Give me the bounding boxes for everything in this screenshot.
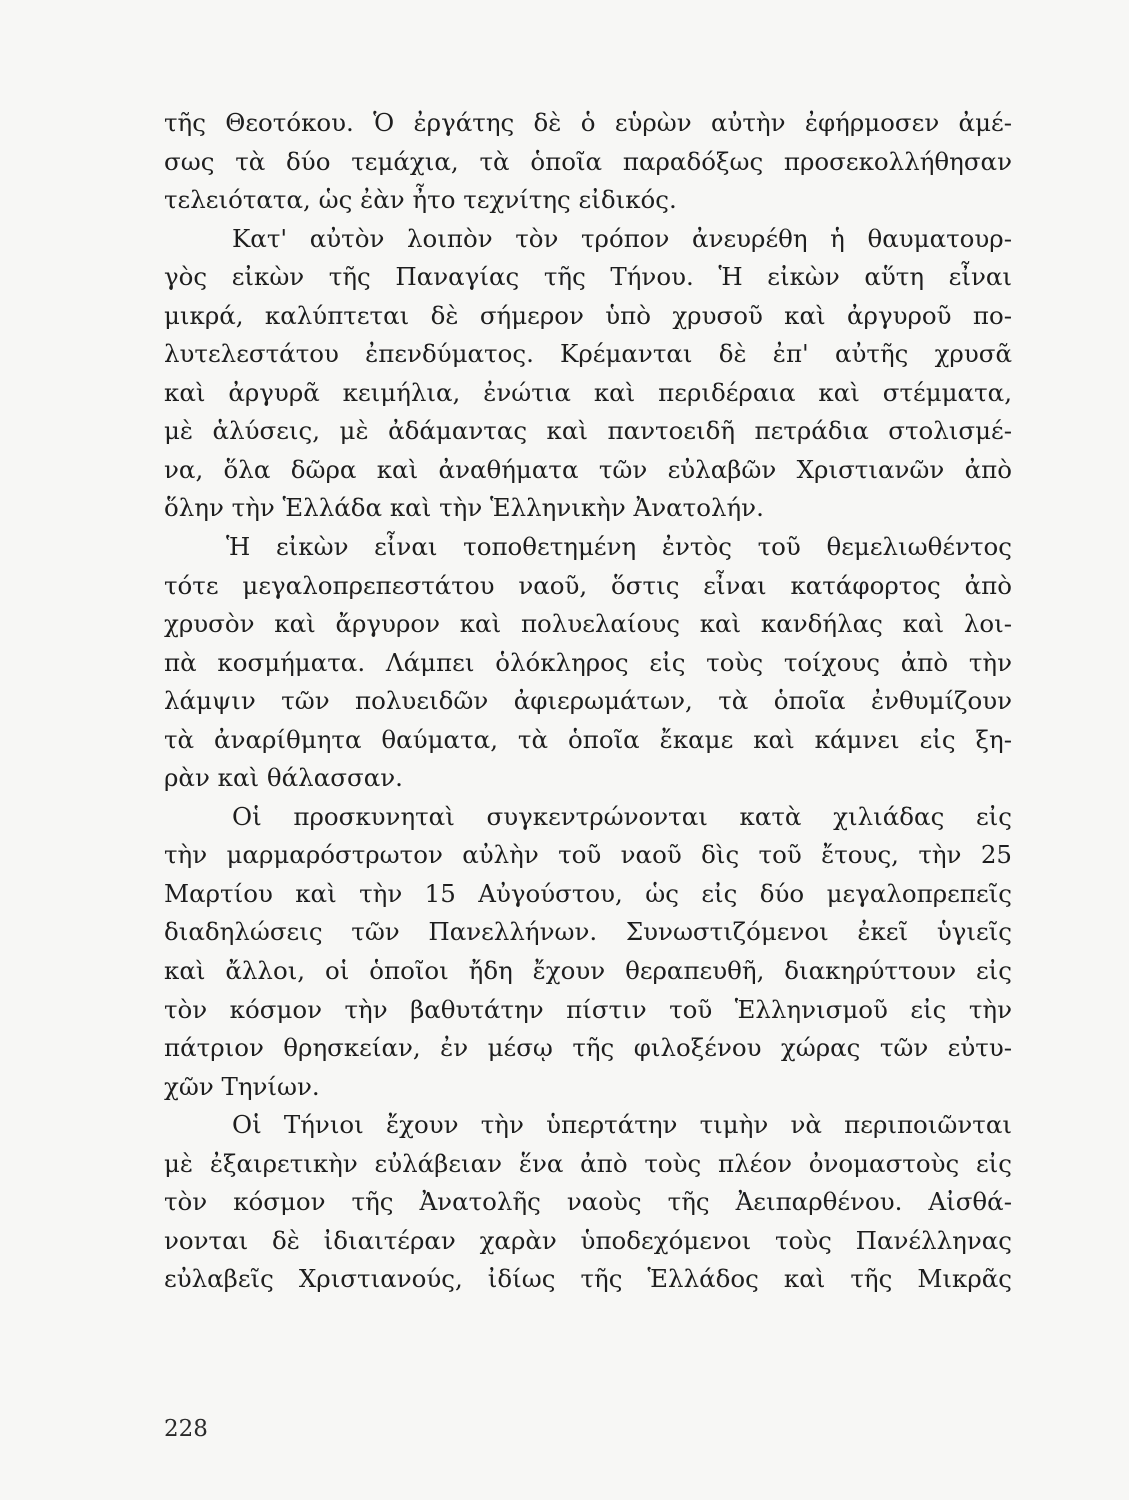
text-line-8: καὶ ἀργυρᾶ κειμήλια, ἐνώτια καὶ περιδέραια καὶ στέμματα,	[164, 377, 1012, 407]
text-line-28: μὲ ἐξαιρετικὴν εὐλάβειαν ἕνα ἀπὸ τοὺς πλέον ὀνομαστοὺς εἰς	[164, 1148, 1012, 1178]
text-line-16: λάμψιν τῶν πολυειδῶν ἀφιερωμάτων, τὰ ὁποῖα ἐνθυμίζουν	[164, 686, 1012, 716]
text-line-21: Μαρτίου καὶ τὴν 15 Αὐγούστου, ὡς εἰς δύο μεγαλοπρεπεῖς	[164, 878, 1012, 908]
text-line-9: μὲ ἁλύσεις, μὲ ἀδάμαντας καὶ παντοειδῆ πετράδια στολισμέ-	[164, 416, 1012, 446]
text-line-27: Οἱ Τήνιοι ἔχουν τὴν ὑπερτάτην τιμὴν νὰ περιποιῶνται	[232, 1110, 1012, 1140]
text-line-18: ρὰν καὶ θάλασσαν.	[164, 763, 403, 793]
text-line-31: εὐλαβεῖς Χριστιανούς, ἰδίως τῆς Ἑλλάδος καὶ τῆς Μικρᾶς	[164, 1264, 1012, 1294]
page-number: 228	[164, 1416, 208, 1442]
text-line-19: Οἱ προσκυνηταὶ συγκεντρώνονται κατὰ χιλιάδας εἰς	[232, 801, 1012, 831]
text-line-29: τὸν κόσμον τῆς Ἀνατολῆς ναοὺς τῆς Ἀειπαρθένου. Αἰσθά-	[164, 1187, 1012, 1217]
text-line-11: ὅλην τὴν Ἑλλάδα καὶ τὴν Ἑλληνικὴν Ἀνατολήν.	[164, 493, 764, 523]
text-line-14: χρυσὸν καὶ ἄργυρον καὶ πολυελαίους καὶ κανδήλας καὶ λοι-	[164, 609, 1012, 639]
text-line-22: διαδηλώσεις τῶν Πανελλήνων. Συνωστιζόμενοι ἐκεῖ ὑγιεῖς	[164, 917, 1012, 947]
text-line-5: γὸς εἰκὼν τῆς Παναγίας τῆς Τήνου. Ἡ εἰκὼν αὕτη εἶναι	[164, 262, 1012, 292]
text-line-7: λυτελεστάτου ἐπενδύματος. Κρέμανται δὲ ἐπ' αὐτῆς χρυσᾶ	[164, 339, 1012, 369]
text-line-10: να, ὅλα δῶρα καὶ ἀναθήματα τῶν εὐλαβῶν Χριστιανῶν ἀπὸ	[164, 454, 1012, 484]
text-line-12: Ἡ εἰκὼν εἶναι τοποθετημένη ἐντὸς τοῦ θεμελιωθέντος	[226, 532, 1012, 562]
text-line-15: πὰ κοσμήματα. Λάμπει ὁλόκληρος εἰς τοὺς τοίχους ἀπὸ τὴν	[164, 647, 1012, 677]
text-line-3: τελειότατα, ὡς ἐὰν ἦτο τεχνίτης εἰδικός.	[164, 185, 677, 215]
text-line-2: σως τὰ δύο τεμάχια, τὰ ὁποῖα παραδόξως προσεκολλήθησαν	[164, 146, 1012, 176]
body-text	[164, 104, 1012, 1299]
text-line-4: Κατ' αὐτὸν λοιπὸν τὸν τρόπον ἀνευρέθη ἡ θαυματουρ-	[232, 223, 1012, 253]
text-line-6: μικρά, καλύπτεται δὲ σήμερον ὑπὸ χρυσοῦ καὶ ἀργυροῦ πο-	[164, 300, 1012, 330]
text-line-26: χῶν Τηνίων.	[164, 1071, 320, 1101]
text-line-25: πάτριον θρησκείαν, ἐν μέσῳ τῆς φιλοξένου χώρας τῶν εὐτυ-	[164, 1033, 1012, 1063]
text-line-13: τότε μεγαλοπρεπεστάτου ναοῦ, ὅστις εἶναι κατάφορτος ἀπὸ	[164, 570, 1012, 600]
text-line-30: νονται δὲ ἰδιαιτέραν χαρὰν ὑποδεχόμενοι τοὺς Πανέλληνας	[164, 1225, 1012, 1255]
text-line-23: καὶ ἄλλοι, οἱ ὁποῖοι ἤδη ἔχουν θεραπευθῆ, διακηρύττουν εἰς	[164, 956, 1012, 986]
text-line-20: τὴν μαρμαρόστρωτον αὐλὴν τοῦ ναοῦ δὶς τοῦ ἔτους, τὴν 25	[164, 840, 1012, 870]
text-line-24: τὸν κόσμον τὴν βαθυτάτην πίστιν τοῦ Ἑλληνισμοῦ εἰς τὴν	[164, 994, 1012, 1024]
text-line-1: τῆς Θεοτόκου. Ὁ ἐργάτης δὲ ὁ εὑρὼν αὐτὴν ἐφήρμοσεν ἀμέ-	[164, 108, 1012, 137]
text-line-17: τὰ ἀναρίθμητα θαύματα, τὰ ὁποῖα ἔκαμε καὶ κάμνει εἰς ξη-	[164, 724, 1012, 754]
